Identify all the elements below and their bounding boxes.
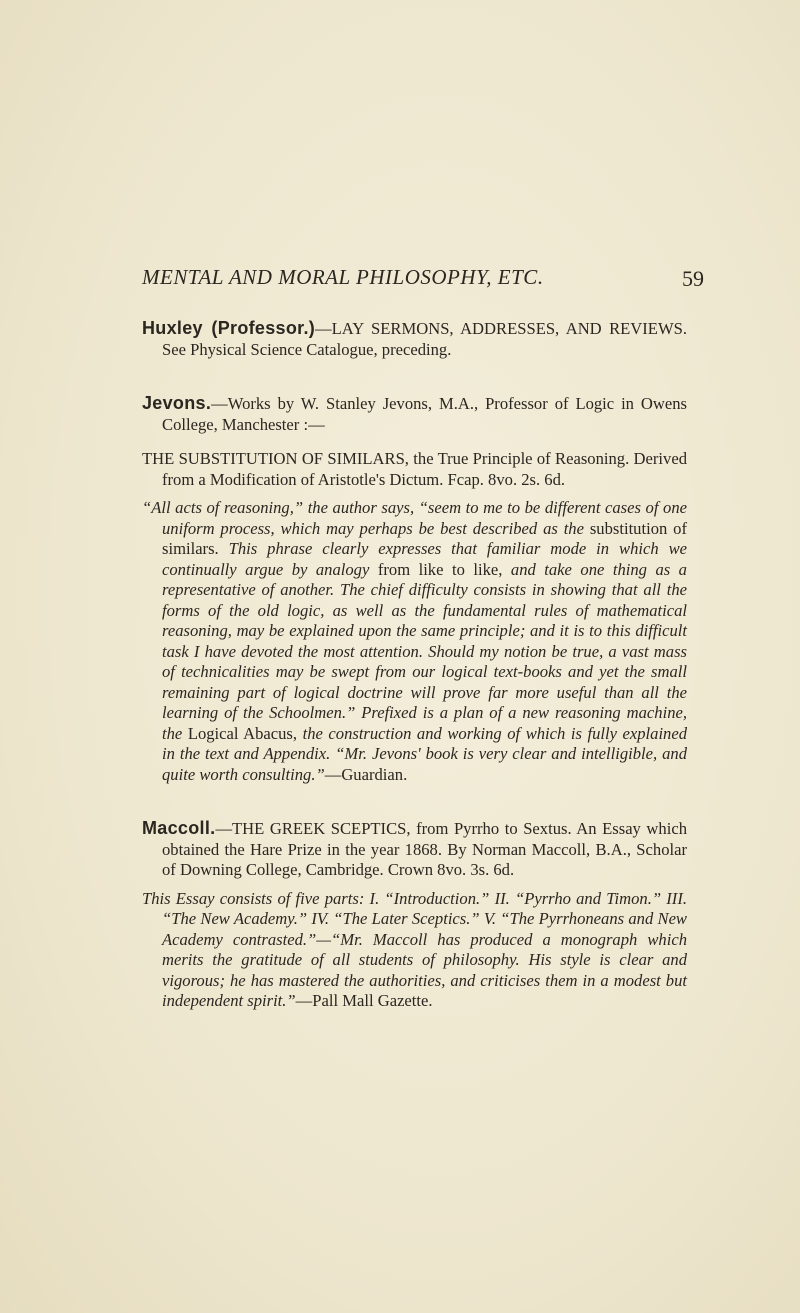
entry-jevons-text (142, 393, 687, 435)
review-source: —Guardian. (324, 764, 408, 784)
book-title: THE SUBSTITUTION OF SIMILARS, the True Principle of Reasoning. Derived from a Modification of Aristotle's Dictum. Fcap. 8vo. 2s. 6d. (142, 449, 687, 489)
page-number: 59 (682, 266, 704, 291)
review-quote: “All acts of reasoning,” the author says, “seem to me to be different cases of one uniform process, which may perhaps be best described as the substitution of similars. This phrase clearly expresses that familiar mode in which we continually argue by analogy from like to like, and take one thing as a representative of another. The chief difficulty consists in showing that all the forms of the old logic, as well as the fundamental rules of mathematical reasoning, may be explained upon the same principle; and it is to this difficult task I have devoted the most attention. Should my notion be true, a vast mass of technicalities may be swept from our logical text-books and yet the small remaining part of logical doctrine will prove far more useful than all the learning of the Schoolmen.” Prefixed is a plan of a new reasoning machine, the Logical Abacus, the construction and working of which is fully explained in the text and Appendix. “Mr. Jevons' book is very clear and intelligible, and quite worth consulting.”—Guardian. (142, 498, 688, 784)
entry-jevons (142, 393, 687, 785)
entry-maccoll-text (142, 818, 687, 881)
review-source: —Pall Mall Gazette. (295, 991, 433, 1010)
entry-huxley-text (142, 318, 687, 360)
entry-description: —LAY SERMONS, ADDRESSES, AND REVIEWS. See Physical Science Catalogue, preceding. (162, 319, 687, 359)
entry-name: Maccoll. (142, 818, 216, 838)
entry-description: —Works by W. Stanley Jevons, M.A., Professor of Logic in Owens College, Manchester :— (162, 394, 687, 434)
entry-name: Jevons. (142, 393, 212, 413)
running-head: MENTAL AND MORAL PHILOSOPHY, ETC. (142, 265, 544, 289)
entry-huxley (142, 318, 687, 360)
entry-description: —THE GREEK SCEPTICS, from Pyrrho to Sextus. An Essay which obtained the Hare Prize in the year 1868. By Norman Maccoll, B.A., Scholar of Downing College, Cambridge. Crown 8vo. 3s. 6d. (162, 819, 687, 879)
catalogue-content (142, 318, 687, 1045)
entry-maccoll (142, 818, 687, 1012)
entry-name: Huxley (Professor.) (142, 318, 316, 338)
review-quote: This Essay consists of five parts: I. “Introduction.” II. “Pyrrho and Timon.” III. “The New Academy.” IV. “The Later Sceptics.” V. “The Pyrrhoneans and New Academy contrasted.”—“Mr. Maccoll has produced a monograph which merits the gratitude of all students of philosophy. His style is clear and vigorous; he has mastered the authorities, and criticises them in a modest but independent spirit.”—Pall Mall Gazette. (142, 888, 687, 1010)
